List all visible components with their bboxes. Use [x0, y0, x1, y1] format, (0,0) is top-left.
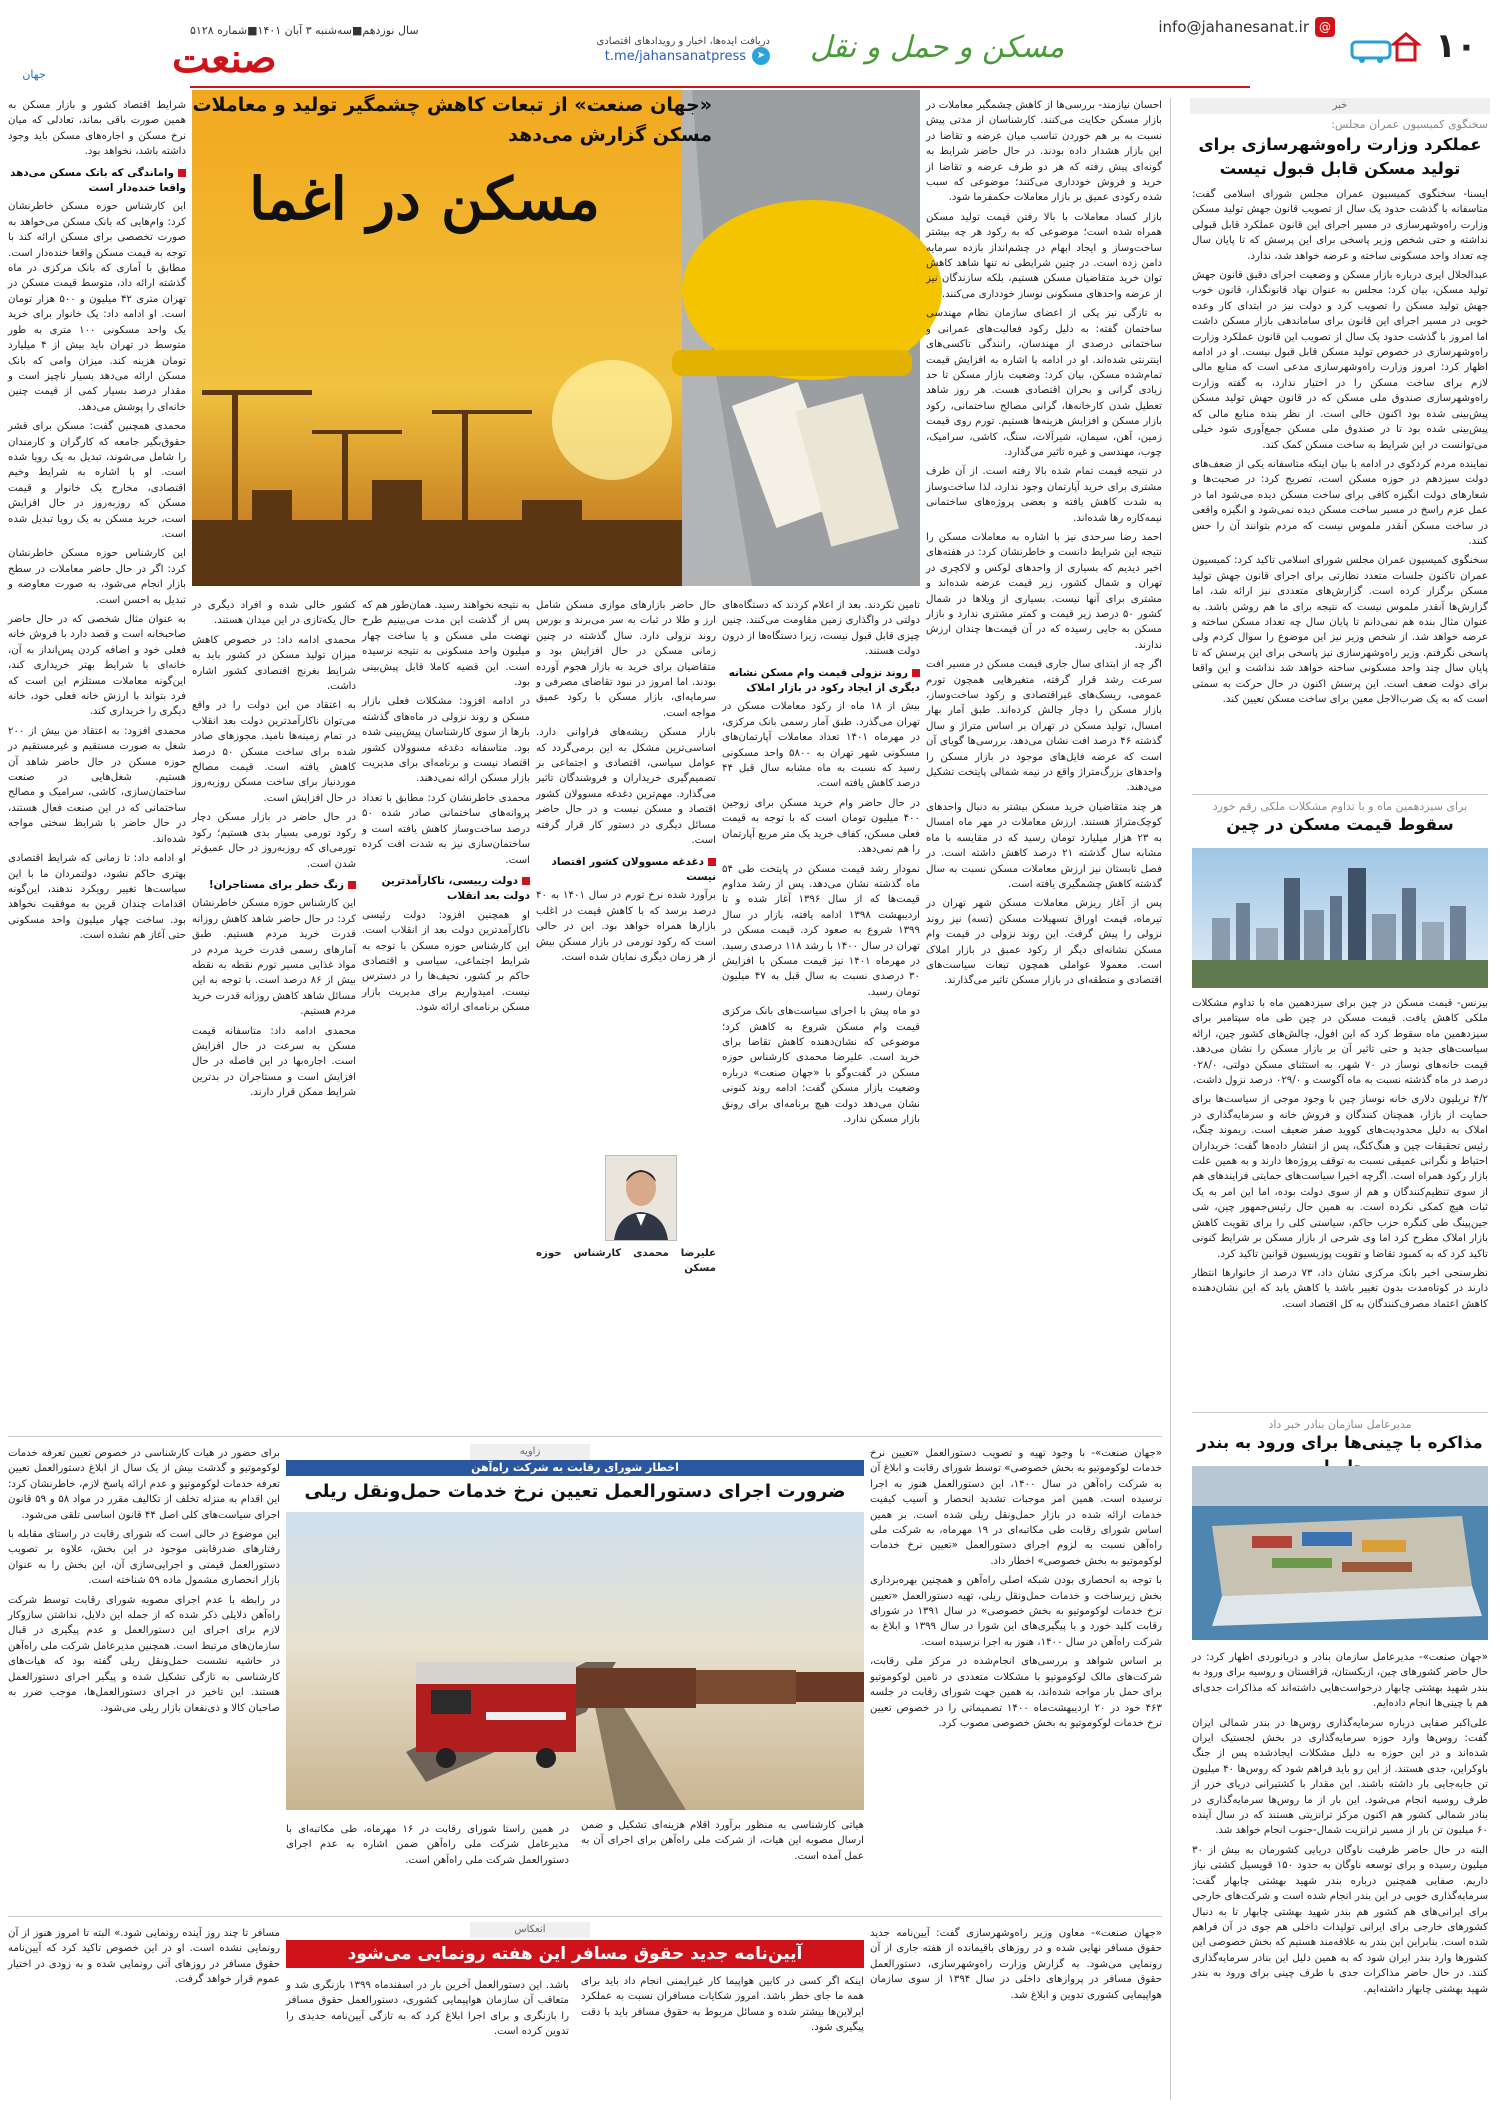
- paragraph: احمد رضا سرحدی نیز با اشاره به معاملات مسکن را نتیجه این شرایط دانست و خاطرنشان کرد: در هفته‌های اخیر دیدیم که بسیاری از واحدهای لوکس و لاکچری در تهران و شمال کشور، زیر قیمت عرضه شده‌اند و مشتری برای آنها نیست. بسیاری از ویلاها در شمال کشور ۵۰ درصد زیر قیمت و کمتر مشتری ندارد و بازار مسکن به جایی رسیده که در آن قیمت‌ها چندان ارزش ندارند.: [926, 531, 1163, 651]
- lead-text-column-4: [362, 598, 530, 1430]
- category-label: انعکاس: [470, 1922, 590, 1938]
- paragraph: هیاتی کارشناسی به منظور برآورد اقلام هزینه‌ای تشکیل و ضمن ارسال مصوبه این هیات، از شرکت ملی راه‌آهن برای اجرای آن به عمل آمده است.: [581, 1820, 864, 1862]
- paragraph: پس از آغاز ریزش معاملات مسکن شهر تهران در تیرماه، قیمت اوراق تسهیلات مسکن (تسه) نیز روند نزولی را پیش گرفت. این روند نزولی در قیمت وام مسکن نشانه‌ای دیگر از رکود عمیق در بازار املاک است. معمولا عواملی همچون تبعات سیاست‌های اقتصادی و منطقه‌ای در بازار مسکن تاثیر می‌گذارند.: [926, 898, 1162, 987]
- paragraph: ایسنا- سخنگوی کمیسیون عمران مجلس شورای اسلامی گفت: متاسفانه با گذشت حدود یک سال از تصویب قانون جهش تولید مسکن وزارت راه‌وشهرسازی در مسیر اجرای این قانون عملکرد قابل قبولی نداشته و حتی شخص وزیر پاسخی برای این پرسش که تا پایان سال چه تعداد واحد مسکونی ساخته و عرضه خواهد شد، ندارد.: [1192, 189, 1488, 262]
- svg-text:صنعت: صنعت: [172, 35, 277, 82]
- paragraph: کشور خالی شده و افراد دیگری در حال یکه‌تازی در این میدان هستند.: [192, 600, 356, 627]
- news-story-china-housing: [1192, 996, 1488, 1362]
- rail-headline: ضرورت اجرای دستورالعمل تعیین نرخ خدمات حمل‌ونقل ریلی: [304, 1481, 846, 1502]
- paragraph: بازار مسکن ریشه‌های فراوانی دارد. اساسی‌ترین مشکل به این برمی‌گردد که عوامل سیاسی، اقتصادی و اجتماعی بر تصمیم‌گیری خریداران و فروشندگان تاثیر می‌گذارد. مهم‌ترین دغدغه مسوولان کشور اقتصاد و مسکن نیست و در حال حاضر مسائل دیگری در دستور کار قرار گرفته است.: [536, 727, 716, 847]
- paragraph: در ادامه افزود: مشکلات فعلی بازار مسکن و روند نزولی در ماه‌های گذشته بارها از سوی کارشناسان پیش‌بینی شده بود. متاسفانه دغدغه مسوولان کشور اقتصاد نیست و برنامه‌ای برای مدیریت بازار مسکن ارائه نمی‌دهند.: [362, 696, 530, 785]
- telegram-icon: ➤: [752, 47, 770, 65]
- paragraph: برآورد شده نرخ تورم در سال ۱۴۰۱ به ۴۰ درصد برسد که با کاهش قیمت در اغلب بازارها همراه خواهد بود. این در حالی است که رکود تورمی در بازار مسکن بیش از هر زمان دیگری نمایان شده است.: [536, 890, 716, 963]
- author-caption-text: علیرضا محمدی کارشناس حوزه مسکن: [536, 1248, 716, 1275]
- paragraph: حال حاضر بازارهای موازی مسکن شامل ارز و طلا در ثبات به سر می‌برند و بورس روند نزولی دارد. سال گذشته در چنین زمانی مسکن در حال افزایش بود و متقاضیان برای خرید به بازار هجوم آورده بودند. اما امروز در نبود تقاضای مصرفی و سرمایه‌ای، بازار مسکن با رکود عمیق مواجه است.: [536, 600, 716, 719]
- email-icon: @: [1315, 17, 1335, 37]
- paragraph: مسافر تا چند روز آینده رونمایی شود.» البته تا امروز هنوز از آن رونمایی نشده است. او در این خصوص تاکید کرد که آیین‌نامه حقوق مسافر در روزهای آتی رونمایی شده و به زودی در اختیار عموم قرار خواهد گرفت.: [8, 1928, 280, 1986]
- subheading: واماندگی که بانک مسکن می‌دهد واقعا خنده‌دار است: [8, 166, 186, 197]
- paragraph: با توجه به انحصاری بودن شبکه اصلی راه‌آهن و همچنین بهره‌برداری بخش زیرساخت و خدمات حمل‌ونقل ریلی، تهیه دستورالعمل «تعیین نرخ خدمات لوکوموتیو به بخش خصوصی» در سال ۱۳۹۱ در شورای رقابت کلید خورد و با پیگیری‌های این شورا در سال ۱۳۹۹ و ابلاغ به شرکت راه‌آهن در سال ۱۴۰۰، هنوز به اجرا نرسیده است.: [870, 1575, 1162, 1648]
- subheading: روند نزولی قیمت وام مسکن نشانه دیگری از ایجاد رکود در بازار املاک: [722, 666, 920, 697]
- paragraph: نمودار رشد قیمت مسکن در پایتخت طی ۵۴ ماه گذشته نشان می‌دهد. پس از رشد مداوم قیمت‌ها که از سال ۱۳۹۶ آغاز شده و تا اردیبهشت ۱۳۹۸ ادامه یافته، بازار در سال ۱۳۹۹ شروع به صعود کرد. قیمت مسکن در تهران در سال ۱۴۰۰ با رشد ۱۱۸ درصدی رسید. در مهرماه ۱۴۰۱ نیز قیمت مسکن با افزایش ۳۰ درصدی نسبت به سال قبل به ۴۷ میلیون تومان رسید.: [722, 863, 921, 998]
- paragraph: عبدالجلال ایری درباره بازار مسکن و وضعیت اجرای دقیق قانون جهش تولید مسکن، بیان کرد: مجلس به عنوان نهاد قانونگذار، قانون خوب جهش تولید مسکن را تصویب کرد و دولت نیز در ابتدای کار وعده خوبی در مسیر اجرای این قانون برای ساماندهی بازار مسکن داشت اما امروز با گذشت حدود یک سال از تصویب این قانون عملکرد وزارت راه‌وشهرسازی در خصوص تولید مسکن قابل قبول نیست. او در ادامه اظهار کرد: امروز وزارت راه‌وشهرسازی مدعی است که منابع مالی لازم برای ساخت مسکن را در اختیار ندارد، به گفته وزارت راه‌وشهرسازی صندوق ملی مسکن که در قانون جهش تولید مسکن پیش‌بینی شده بود اکنون خالی است. از نظر بنده منابع مالی که پیش‌بینی شده بود تا در صندوق ملی مسکن جمع‌آوری شود خیلی می‌توانست در این شرایط به ساخت مسکن کمک کند.: [1192, 270, 1488, 451]
- news-story-mosken-majles: [1192, 118, 1488, 811]
- paragraph: این کارشناس حوزه مسکن خاطرنشان کرد: اگر در حال حاضر معاملات در سطح بازار انجام می‌شود، به صورت معاوضه و تبدیل به احسن است.: [8, 548, 186, 606]
- email-address[interactable]: info@jahanesanat.ir: [1158, 18, 1309, 36]
- paragraph: اینکه اگر کسی در کابین هواپیما کار غیرایمنی انجام داد باید برای همه ما جای خطر باشد. امروز شکایات مسافران نسبت به عملکرد ایرلاین‌ها بیشتر شده و مسائل مربوط به حقوق مسافر باید با دقت پیگیری شود.: [581, 1976, 864, 2034]
- column-divider: [1170, 98, 1171, 2100]
- lead-headline: مسکن در اغما: [249, 165, 600, 233]
- rail-kicker-bar: اخطار شورای رقابت به شرکت راه‌آهن: [286, 1460, 864, 1476]
- paragraph: بیزنس- قیمت مسکن در چین برای سیزدهمین ماه با تداوم مشکلات ملکی کاهش یافت. قیمت مسکن در چین طی ماه سپتامبر برای سیزدهمین ماه سقوط کرد که این افول، چالش‌های کشور چین، ارائه سیاست‌های جدید و حتی تاثیر آن بر بازار مسکن را نشان می‌دهد. قیمت خانه‌های نوساز در ۷۰ شهر، به استثنای مسکن دولتی، ۰۲۸/۰ درصد در ماه گذشته نسبت به ماه آگوست و ۰۲۹/۰ درصد نزول داشت.: [1192, 998, 1488, 1087]
- subheading: زنگ خطر برای مستاجران!: [192, 878, 356, 893]
- paragraph: به تازگی نیز یکی از اعضای سازمان نظام مهندسی ساختمان گفته: به دلیل رکود فعالیت‌های عمرانی و ساختمانی درصدی از مهندسان، رانندگی تاکسی‌های اینترنتی شده‌اند. او در ادامه با اشاره به افزایش قیمت تمام‌شده مسکن، بیان کرد: وضعیت بازار مسکن تا حد زیادی گرانی و بحران اقتصادی هست. هر روز شاهد تعطیل شدن کارخانه‌ها، گرانی مصالح ساختمانی، رکود بازار مسکن و افزایش هزینه‌ها هستیم. تورم روی قیمت زمین، آهن، سیمان، شیرآلات، سنگ، کاشی، سرامیک، چوب، مهندسی و غیره تاثیر می‌گذارد.: [926, 308, 1162, 458]
- paragraph: به عنوان مثال شخصی که در حال حاضر صاحبخانه است و قصد دارد با فروش خانه فعلی خود و اضافه کردن پس‌انداز به آن، خانه‌ای با شرایط بهتر خریداری کند، این‌گونه معاملات مستلزم این است که فرد بتواند با ارزش خانه فعلی خود، خانه دیگری را خریداری کند.: [8, 614, 186, 718]
- paragraph: «جهان صنعت»- با وجود تهیه و تصویب دستورالعمل «تعیین نرخ خدمات لوکوموتیو به بخش خصوصی» توسط شورای رقابت و ابلاغ آن به شرکت راه‌آهن در سال ۱۴۰۰، این دستورالعمل هنوز به اجرا نرسیده است. همین امر موجبات تشدید انحصار و آسیب کیفیت خدمات ارائه شده در بازار حمل‌ونقل ریلی شده است. بر همین اساس شورای رقابت طی مکاتبه‌ای در ۱۹ مهرماه، به شرکت ملی راه‌آهن نسبت به لزوم اجرای دستورالعمل «تعیین نرخ خدمات لوکوموتیو به بخش خصوصی» اخطار داد.: [870, 1448, 1162, 1567]
- email-contact[interactable]: [1158, 14, 1335, 40]
- lead-text-column-3: [536, 598, 716, 1154]
- story-kicker: برای سیزدهمین ماه و با تداوم مشکلات ملکی رقم خورد: [1212, 800, 1468, 813]
- paragraph: بیش از ۱۸ ماه از رکود معاملات مسکن در تهران می‌گذرد. طبق آمار رسمی بانک مرکزی، در مهرماه ۱۴۰۱ تعداد معاملات آپارتمان‌های مسکونی شهر تهران به ۵۸۰۰ واحد مسکونی رسید که نسبت به ماه مشابه سال قبل ۴۴ درصد کاهش یافته است.: [722, 701, 921, 790]
- section-divider: [8, 1436, 1162, 1437]
- rail-text-column-right: [870, 1446, 1162, 1910]
- story-headline: سقوط قیمت مسکن در چین: [1226, 815, 1454, 834]
- paragraph: در حال حاضر در بازار مسکن دچار رکود تورمی بسیار بدی هستیم؛ رکود تورمی‌ای که روزبه‌روز در حال عمیق‌تر شدن است.: [192, 812, 356, 870]
- paragraph: باشد. این دستورالعمل آخرین بار در اسفندماه ۱۳۹۹ بازنگری شد و متعاقب آن سازمان هواپیمایی کشوری، دستورالعمل حقوق مسافر را بازنگری و برای اجرا ابلاغ کرد که به تازگی آیین‌نامه جدیدی را تدوین کرده است.: [286, 1980, 569, 2038]
- paragraph: در رابطه با عدم اجرای مصوبه شورای رقابت توسط شرکت راه‌آهن دلایلی ذکر شده که از جمله این دلایل، نداشتن سازوکار لازم برای اجرای این دستورالعمل و عدم پیگیری در قبال سازمان‌های مرتبط است. همچنین مدیرعامل شرکت ملی راه‌آهن در حاشیه نشست حمل‌ونقل ریلی گفته بود که هیات‌های کارشناسی به تازگی تشکیل شده و پیگیر اجرای دستورالعمل هستند. این تاخیر در اجرای دستورالعمل‌ها، موجب ضرر به صاحبان کالا و ذی‌نفعان بازار ریلی می‌شود.: [8, 1594, 280, 1714]
- paragraph: «جهان صنعت»- مدیرعامل سازمان بنادر و دریانوردی اظهار کرد: در حال حاضر کشورهای چین، ازبکستان، قزاقستان و روسیه برای ورود به بندر شهید بهشتی چابهار درخواست‌هایی داشته‌اند که مذاکرات جدی‌ای هم با چینی‌ها انجام داده‌ایم.: [1192, 1652, 1488, 1710]
- subheading: دغدغه مسوولان کشور اقتصاد نیست: [536, 855, 716, 886]
- train-photo: [286, 1512, 864, 1810]
- chabahar-port-photo: [1192, 1466, 1488, 1640]
- story-head-chabahar: [1192, 1418, 1488, 1462]
- paragraph: دو ماه پیش با اجرای سیاست‌های بانک مرکزی قیمت وام مسکن شروع به کاهش کرد؛ موضوعی که نشان‌دهنده کاهش تقاضا برای خرید است. علیرضا محمدی کارشناس حوزه مسکن در گفت‌وگو با «جهان صنعت» درباره وضعیت بازار مسکن گفت: ادامه روند کنونی نشان می‌دهد دولت هیچ برنامه‌ای برای رونق بازار مسکن ندارد.: [722, 1006, 920, 1125]
- author-photo: [605, 1155, 677, 1241]
- story-head-china: [1192, 800, 1488, 844]
- rail-text-under-photo: [286, 1818, 864, 1910]
- paragraph: اگر چه از ابتدای سال جاری قیمت مسکن در مسیر افت سرعت رشد قرار گرفته، متغیرهایی همچون تورم عمومی، ریسک‌های غیراقتصادی و رکود ساخت‌وساز، بازار مسکن را دچار چالش کرده‌اند. طبق آمار بهار امسال، تولید مسکن در تهران بر اساس متراژ و سال گذشته ۴۶ درصد افت نشان می‌دهد. بررسی‌ها گویای آن است که عرضه فایل‌های موجود در بازار مسکن را واحدهای بزرگ‌متراژ واقع در نیمه شمالی پایتخت تشکیل می‌دهند.: [926, 659, 1162, 794]
- paragraph: در نتیجه قیمت تمام شده بالا رفته است. از آن طرف مشتری برای خرید آپارتمان وجود ندارد، لذا ساخت‌وساز به شدت کاهش یافته و بعضی پروژه‌های ساختمانی نیمه‌کاره رها شده‌اند.: [926, 466, 1162, 524]
- story-headline: عملکرد وزارت راه‌وشهرسازی برای تولید مسکن قابل قبول نیست: [1198, 135, 1482, 178]
- paragraph: «جهان صنعت»- معاون وزیر راه‌وشهرسازی گفت: آیین‌نامه جدید حقوق مسافر نهایی شده و در روزهای باقیمانده از هفته جاری از آن رونمایی می‌شود. به گزارش وزارت راه‌وشهرسازی، دستورالعمل حقوق مسافر در پروازهای داخلی در سال ۱۳۹۴ از سوی سازمان هواپیمایی کشوری تدوین و ابلاغ شد.: [870, 1928, 1162, 2001]
- story-headline: مذاکره با چینی‌ها برای ورود به بندر: [1197, 1433, 1483, 1452]
- section-divider: [8, 1916, 1162, 1917]
- paragraph: به اعتقاد من این دولت را در واقع می‌توان ناکارآمدترین دولت بعد انقلاب در تمام زمینه‌ها نامید. مجوزهای صادر شده برای ساخت مسکن ۵۰ درصد کاهش یافته است. قیمت مصالح موردنیاز برای ساخت مسکن روزبه‌روز در حال افزایش است.: [192, 700, 356, 804]
- subheading: دولت رییسی، ناکارآمدترین دولت بعد انقلاب: [362, 874, 530, 905]
- header-divider: [190, 86, 1250, 88]
- svg-text:جهان: جهان: [22, 68, 46, 81]
- paragraph: البته در حال حاضر ظرفیت ناوگان دریایی کشورمان به بیش از ۳۰ میلیون رسیده و برای توسعه ناوگان به حدود ۱۵۰ قویسیل کشتی نیاز داریم. صفایی همچنین درباره بندر شهید بهشتی چابهار گفت: سرمایه‌گذاری خوبی در این بندر انجام شده است و شرکت‌های خارجی برای ایرانی‌های هم کشور هم بندر شهید بهشتی چابهار تا به دنبال کشورهای خارجی برای ایرانی تولیدات داخلی هم جوی در آن فراهم شده است. بنابراین این بندر به علاقه‌مند هستیم که بخش خصوصی این کشورها وارد بندر ایران شود که به همین دلیل این بنادر سرمایه‌گذاری کنند. در حال حاضر مذاکرات جدی با طرف چینی برای ورود به بندر شهید بهشتی چابهار داشته‌ایم.: [1192, 1844, 1488, 1995]
- paragraph: محمدی افزود: به اعتقاد من بیش از ۲۰۰ شغل به صورت مستقیم و غیرمستقیم در حوزه مسکن در حال حاضر شاهد آن هستیم. شغل‌هایی در صنعت ساختمان‌سازی، کاشی، سرامیک و مصالح ساختمانی که در این صنعت فعال هستند، در حال حاضر با شرایط سختی مواجه شده‌اند.: [8, 725, 186, 845]
- house-train-icon: [1350, 26, 1420, 66]
- paragraph: این کارشناس حوزه مسکن خاطرنشان کرد: در حال حاضر شاهد کاهش روزانه قدرت خرید مردم هستیم. طبق آمارهای رسمی قدرت خرید مردم در مواد غذایی مسیر تورم نقطه به نقطه بیش از ۸۶ درصد است. با توجه به این مسائل شاهد کاهش روزانه قدرت خرید مردم هستیم.: [192, 898, 356, 1018]
- page-header: [0, 0, 1500, 90]
- paragraph: هر چند متقاضیان خرید مسکن بیشتر به دنبال واحدهای کوچک‌متراژ هستند. ارزش معاملات در مهر ماه امسال به ۲۳ هزار میلیارد تومان رسید که در مقایسه با ماه مشابه سال گذشته ۲۱ درصد کاهش داشته است. در فصل تابستان نیز ارزش معاملات مسکن نسبت به سال گذشته کاهش چشمگیری یافته است.: [926, 801, 1162, 890]
- page-number: ۱۰: [1435, 26, 1477, 66]
- paragraph: محمدی خاطرنشان کرد: مطابق با تعداد پروانه‌های ساختمانی صادر شده ۵۰ درصد ساخت‌وساز کاهش یافته است و ساختمان‌سازی نیز به شدت افت کرده است.: [362, 792, 530, 866]
- story-kicker: مدیرعامل سازمان بنادر خبر داد: [1268, 1418, 1412, 1431]
- paragraph: بر اساس شواهد و بررسی‌های انجام‌شده در مرکز ملی رقابت، شرکت‌های مالک لوکوموتیو با مشکلات متعددی در تامین لوکوموتیو برای حمل بار مواجه شده‌اند، به همین جهت شورای رقابت در جلسه ۴۶۳ خود در ۲۰ اردیبهشت‌ماه ۱۴۰۰ تصمیماتی را در خصوص تعیین نرخ خدمات لوکوموتیو به بخش خصوصی مصوب کرد.: [870, 1656, 1162, 1729]
- paragraph: محمدی ادامه داد: در خصوص کاهش میزان تولید مسکن در کشور باید به شرایط بغرنج اقتصادی کشور اشاره داشت.: [192, 634, 356, 693]
- bottom-text-left: [8, 1926, 280, 2100]
- lead-text-column-5: [192, 598, 356, 1430]
- beijing-skyline-photo: [1192, 848, 1488, 988]
- author-caption: [536, 1246, 716, 1430]
- paragraph: نماینده مردم کردکوی در ادامه با بیان اینکه متاسفانه یکی از ضعف‌های دولت سیزدهم در حوزه مسکن است، تصریح کرد: در صحبت‌ها و شعارهای دولت انگیزه کافی برای ساخت مسکن دیده می‌شود اما در عمل عزم راسخ در مسیر ساخت مسکن دیده نمی‌شود و انگیزه واقعی در ساخت مسکن آنقدر ملموس نیست که مردم بتوانند آن را حس کنند.: [1192, 458, 1488, 547]
- news-story-chabahar: [1192, 1650, 1488, 2100]
- lead-text-column-6: [8, 98, 186, 1430]
- telegram-tagline: دریافت ایده‌ها، اخبار و رویدادهای اقتصادی: [596, 36, 770, 47]
- paragraph: علی‌اکبر صفایی درباره سرمایه‌گذاری روس‌ها در بندر شمالی ایران گفت: روس‌ها وارد حوزه سرمایه‌گذاری در بخش لجستیک ایران شده‌اند و در این حوزه به دلیل مشکلات ایجادشده پس از جنگ باوکراین، جدی هستند. از این رو باید فراهم شود که روس‌ها ۴۰ میلیون تن جابه‌جایی بار داشته باشند. این مقدار با کشتیرانی دریای خزر از طرف روسیه انجام می‌شود. این بار از ما روس‌ها سرمایه‌گذاری در بنادر شمالی کشور هم اکنون مرکز ترانزیتی هستند که در سال آینده ۶۰ میلیون تن بار از مسیر ترانزیت شمال-جنوب انجام خواهد شد.: [1192, 1717, 1488, 1837]
- paragraph: محمدی ادامه داد: متاسفانه قیمت مسکن به سرعت در حال افزایش است. اجاره‌بها در این فاصله در حال افزایش است و مستاجران در بدترین شرایط ممکن قرار دارند.: [192, 1025, 356, 1099]
- paragraph: در حال حاضر وام خرید مسکن برای زوجین ۴۰۰ میلیون تومان است که با توجه به قیمت فعلی مسکن، کفاف خرید یک متر مربع آپارتمان را هم نمی‌دهد.: [722, 797, 920, 856]
- paragraph: تامین نکردند. بعد از اعلام کردند که دستگاه‌های دولتی در واگذاری زمین مقاومت می‌کنند. چنین چیزی قابل قبول نیست، زیرا دستگاه‌ها از درون دولت هستند.: [722, 600, 920, 658]
- paragraph: بازار کساد معاملات با بالا رفتن قیمت تولید مسکن همراه شده است؛ موضوعی که به رکود هر چه بیشتر ساخت‌وساز و ایجاد ابهام در چشم‌انداز بازده سرمایه دامن زده است. در چنین شرایطی نه تنها شاهد کاهش توان خرید متقاضیان مسکن هستیم، بلکه سازندگان نیز از عرضه واحدهای مسکونی نوساز خودداری می‌کنند.: [926, 211, 1162, 300]
- lead-kicker: «جهان صنعت» از تبعات کاهش چشمگیر تولید و معاملات مسکن گزارش می‌دهد: [192, 94, 712, 146]
- bottom-headline: آیین‌نامه جدید حقوق مسافر این هفته رونمایی می‌شود: [286, 1940, 864, 1968]
- paragraph: احسان نیازمند- بررسی‌ها از کاهش چشمگیر معاملات در بازار مسکن حکایت می‌کنند. کارشناسان از مدتی پیش نسبت به بر هم خوردن تناسب میان عرضه و تقاضا در این بازار هشدار داده بودند. در حال حاضر شرایط به گونه‌ای پیش رفته که هر دو طرف عرضه و تقاضا از خرید و فروش خودداری می‌کنند؛ موضوعی که سبب شده رکودی عمیق بر بازار معاملات حکمفرما شود.: [926, 100, 1162, 204]
- lead-text-column-2: [722, 598, 920, 1430]
- paragraph: محمدی همچنین گفت: مسکن برای قشر حقوق‌بگیر جامعه که کارگران و کارمندان را شامل می‌شوند، تبدیل به یک رویا شده است. او با اشاره به شرایط وخیم اقتصادی، مخارج یک خانوار و قیمت مسکن که روزبه‌روز در حال افزایش است، خرید مسکن به یک رویا تبدیل شده است.: [8, 421, 186, 540]
- rail-text-column-left: [8, 1446, 280, 1910]
- paragraph: نظرسنجی اخیر بانک مرکزی نشان داد، ۷۳ درصد از خانوارها انتظار دارند در کوتاه‌مدت بدون تغییر باشد یا کاهش یابد که این نشان‌دهنده کاهش اعتماد مصرف‌کنندگان به کل اقتصاد است.: [1192, 1267, 1488, 1310]
- paragraph: به نتیجه نخواهند رسید. همان‌طور هم که پس از گذشت این مدت می‌بینیم طرح نهضت ملی مسکن و یا ساخت چهار میلیون واحد مسکونی به نتیجه نرسیده است. این قضیه کاملا قابل پیش‌بینی بود.: [362, 600, 530, 689]
- paragraph: ۴/۲ تریلیون دلاری خانه نوساز چین با وجود موجی از سیاست‌ها برای حمایت از بازار، همچنان کنندگان و فروش خانه و سرمایه‌گذاری در املاک به دلیل محدودیت‌های کووید صفر ضعیف است. ریموند چنگ، رئیس تحقیقات چین و هنگ‌کنگ، پس از انتشار داده‌ها گفت: خریداران احتیاط و نگرانی عمیقی نسبت به توقف پروژه‌ها دارند و به همین علت بازار رکود همراه است. اگرچه اخیرا سیاست‌های حمایتی فرایندهای هم از سوی تنظیم‌کنندگان و هم از سوی دولت بوده، اما این امر به یک ثبات هیچ کمکی نکرده است. به همین حال رئیس‌جمهور چین، شی جین‌پینگ طی کنگره حزب حاکم، سیاستی کلی را برای تقویت کاهش بازار املاک مطرح کرد اما وی شرحی از بازار مسکن بر شرایط کنونی تاکید کرد که به کمبود تقاضا و تقویت پوزیسیون قوانین تاکید کرد.: [1192, 1094, 1488, 1260]
- dateline: سال نوزدهم■سه‌شنبه ۳ آبان ۱۴۰۱■شماره ۵۱۲۸: [190, 24, 419, 37]
- paragraph: در همین راستا شورای رقابت در ۱۶ مهرماه، طی مکاتبه‌ای با مدیرعامل شرکت ملی راه‌آهن ضمن اشاره به عدم اجرای دستورالعمل شرکت ملی راه‌آهن است.: [286, 1824, 569, 1866]
- paragraph: این کارشناس حوزه مسکن خاطرنشان کرد: وام‌هایی که بانک مسکن می‌خواهد به صورت تخصصی برای مسکن ارائه کند با توجه به قیمت مسکن واقعا خنده‌دار است. مطابق با آماری که بانک مرکزی در ماه گذشته ارائه داد، متوسط قیمت مسکن در تهران متری ۴۲ میلیون و ۵۰۰ هزار تومان است. او ادامه داد: یک خانوار برای خرید یک واحد مسکونی ۱۰۰ متری به طور متوسط در تهران باید بیش از ۴ میلیارد تومان هزینه کند. میزان وامی که بانک مسکن ارائه می‌دهد بسیار ناچیز است و مقدار درصد بسیار کمی از قیمت چنین خانه‌ای را پوشش می‌دهد.: [8, 201, 186, 413]
- paragraph: او ادامه داد: تا زمانی که شرایط اقتصادی بهتری حاکم نشود، دولتمردان ما با این سیاست‌ها تغییر رویکرد ندهند، این‌گونه اقدامات چندان قرین به موفقیت نخواهد بود. ساخت چهار میلیون واحد مسکونی حتی آغاز هم نشده است.: [8, 853, 186, 942]
- newspaper-logo: [12, 30, 277, 86]
- section-title: مسکن و حمل و نقل: [810, 30, 1065, 65]
- paragraph: سخنگوی کمیسیون عمران مجلس شورای اسلامی تاکید کرد: کمیسیون عمران تاکنون جلسات متعدد نظارتی برای اجرای قانون جهش تولید مسکن برگزار کرده است. گزارش‌های متعددی نیز ارائه شد، اما گزارش‌ها آنقدر ملموس نیست که نتیجه برای ما هم روشن باشد. به عنوان مثال بنده هم نمی‌دانم تا پایان سال چه تعداد مسکن ساخته و عرضه خواهد شد. از شخص وزیر نیز این موضوع را سوال کردم ولی پاسخی نگرفتم. وزیر راه‌وشهرسازی نیز پاسخی برای این پرسش که تا پایان سال چند واحد مسکونی ساخته خواهد شد نداشت و این واقعا برای دولت ضعف است. این پرسش اکنون در حال حرکت به سمتی است که به یک ضرب‌الاجل معین برای ساخت مسکن تعیین کند.: [1192, 555, 1488, 705]
- telegram-link-text[interactable]: t.me/jahansanatpress: [604, 48, 746, 64]
- paragraph: شرایط اقتصاد کشور و بازار مسکن به همین صورت باقی بماند، تعادلی که میان نرخ مسکن و اجاره‌های مسکن باید وجود داشته باشد، نخواهد بود.: [8, 100, 186, 158]
- bottom-text-mid: [286, 1974, 864, 2100]
- paragraph: او همچنین افزود: دولت رئیسی ناکارآمدترین دولت بعد از انقلاب است. این کارشناس حوزه مسکن با توجه به شرایط اجتماعی، سیاسی و اقتصادی حاکم بر کشور، نحیف‌ها را در دسترس نیست. امیدواریم برای مدیریت بازار مسکن برنامه‌ای ارائه شود.: [362, 909, 530, 1014]
- divider: [1192, 794, 1488, 795]
- telegram-promo: [470, 36, 770, 65]
- lead-text-column-1: [926, 98, 1162, 1430]
- paragraph: برای حضور در هیات کارشناسی در خصوص تعیین تعرفه خدمات لوکوموتیو و گذشت بیش از یک سال از ابلاغ دستورالعمل تعیین تعرفه خدمات لوکوموتیو و عدم ارائه پاسخ لازم، خاطرنشان کرد: این اقدام به منزله تخلف از تکالیف مقرر در مواد ۵۸ و ۵۹ قانون اجرای سیاست‌های کلی اصل ۴۴ قانون اساسی تلقی می‌شود.: [8, 1448, 280, 1521]
- category-label: زاویه: [470, 1444, 590, 1460]
- telegram-link[interactable]: [470, 47, 770, 65]
- bottom-text-right: [870, 1926, 1162, 2100]
- story-kicker: سخنگوی کمیسیون عمران مجلس:: [1331, 118, 1488, 131]
- paragraph: این موضوع در حالی است که شورای رقابت در راستای مقابله با رفتارهای ضدرقابتی موجود در این بخش، علاوه بر تصویب دستورالعمل قیمتی و اجرایی‌سازی آن، این بخش را به عنوان بازار انحصاری مشمول ماده ۵۹ شناخته است.: [8, 1529, 280, 1587]
- divider: [1192, 1412, 1488, 1413]
- category-label: خبر: [1190, 98, 1490, 114]
